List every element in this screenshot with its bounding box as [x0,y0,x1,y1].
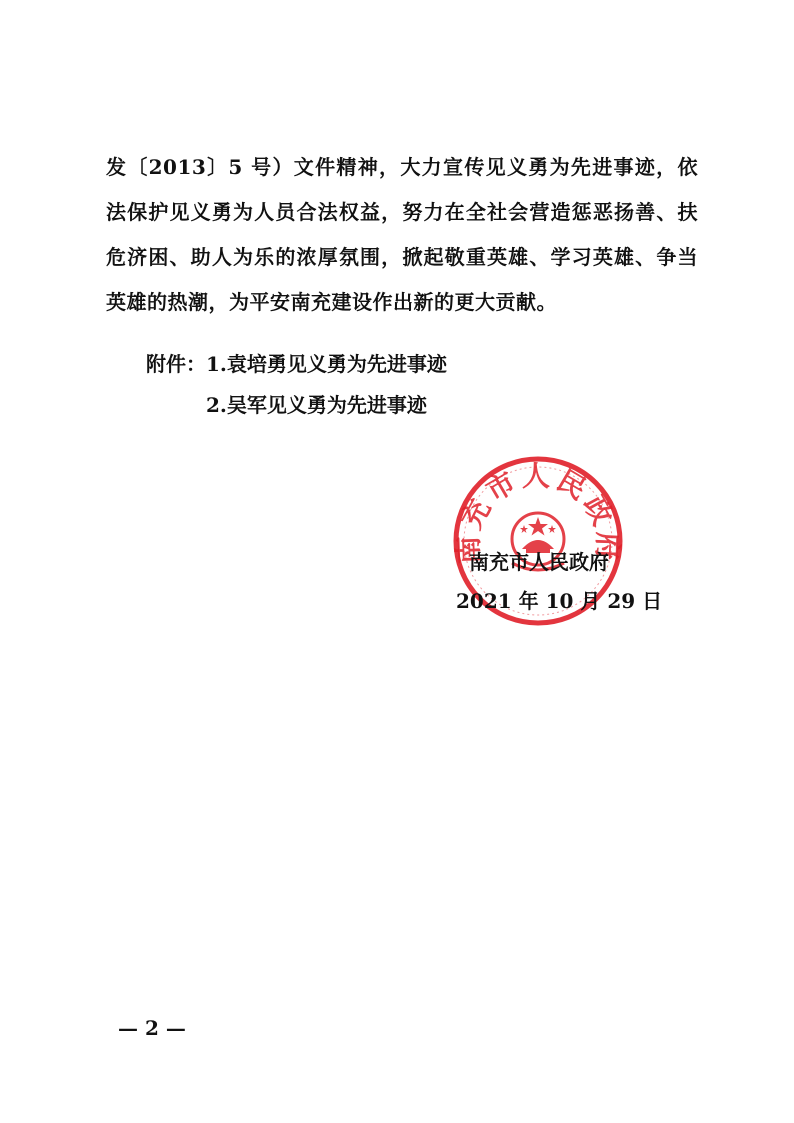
body-paragraph: 发〔2013〕5 号）文件精神，大力宣传见义勇为先进事迹，依法保护见义勇为人员合法权益，努力在全社会营造惩恶扬善、扶危济困、助人为乐的浓厚氛围，掀起敬重英雄、学习英雄、争当英雄的热潮，为平安南充建设作出新的更大贡献。 [106,155,698,314]
seal-text: 南充市人民政府 [452,459,624,565]
issuer-name: 南充市人民政府 [469,550,609,574]
attachment-item: 1.袁培勇见义勇为先进事迹 [206,352,447,376]
page-number: — 2 — [118,1016,186,1040]
attachment-item: 2.吴军见义勇为先进事迹 [206,393,427,417]
issue-date: 2021 年 10 月 29 日 [456,589,663,613]
attachments-label: 附件： [146,352,206,376]
